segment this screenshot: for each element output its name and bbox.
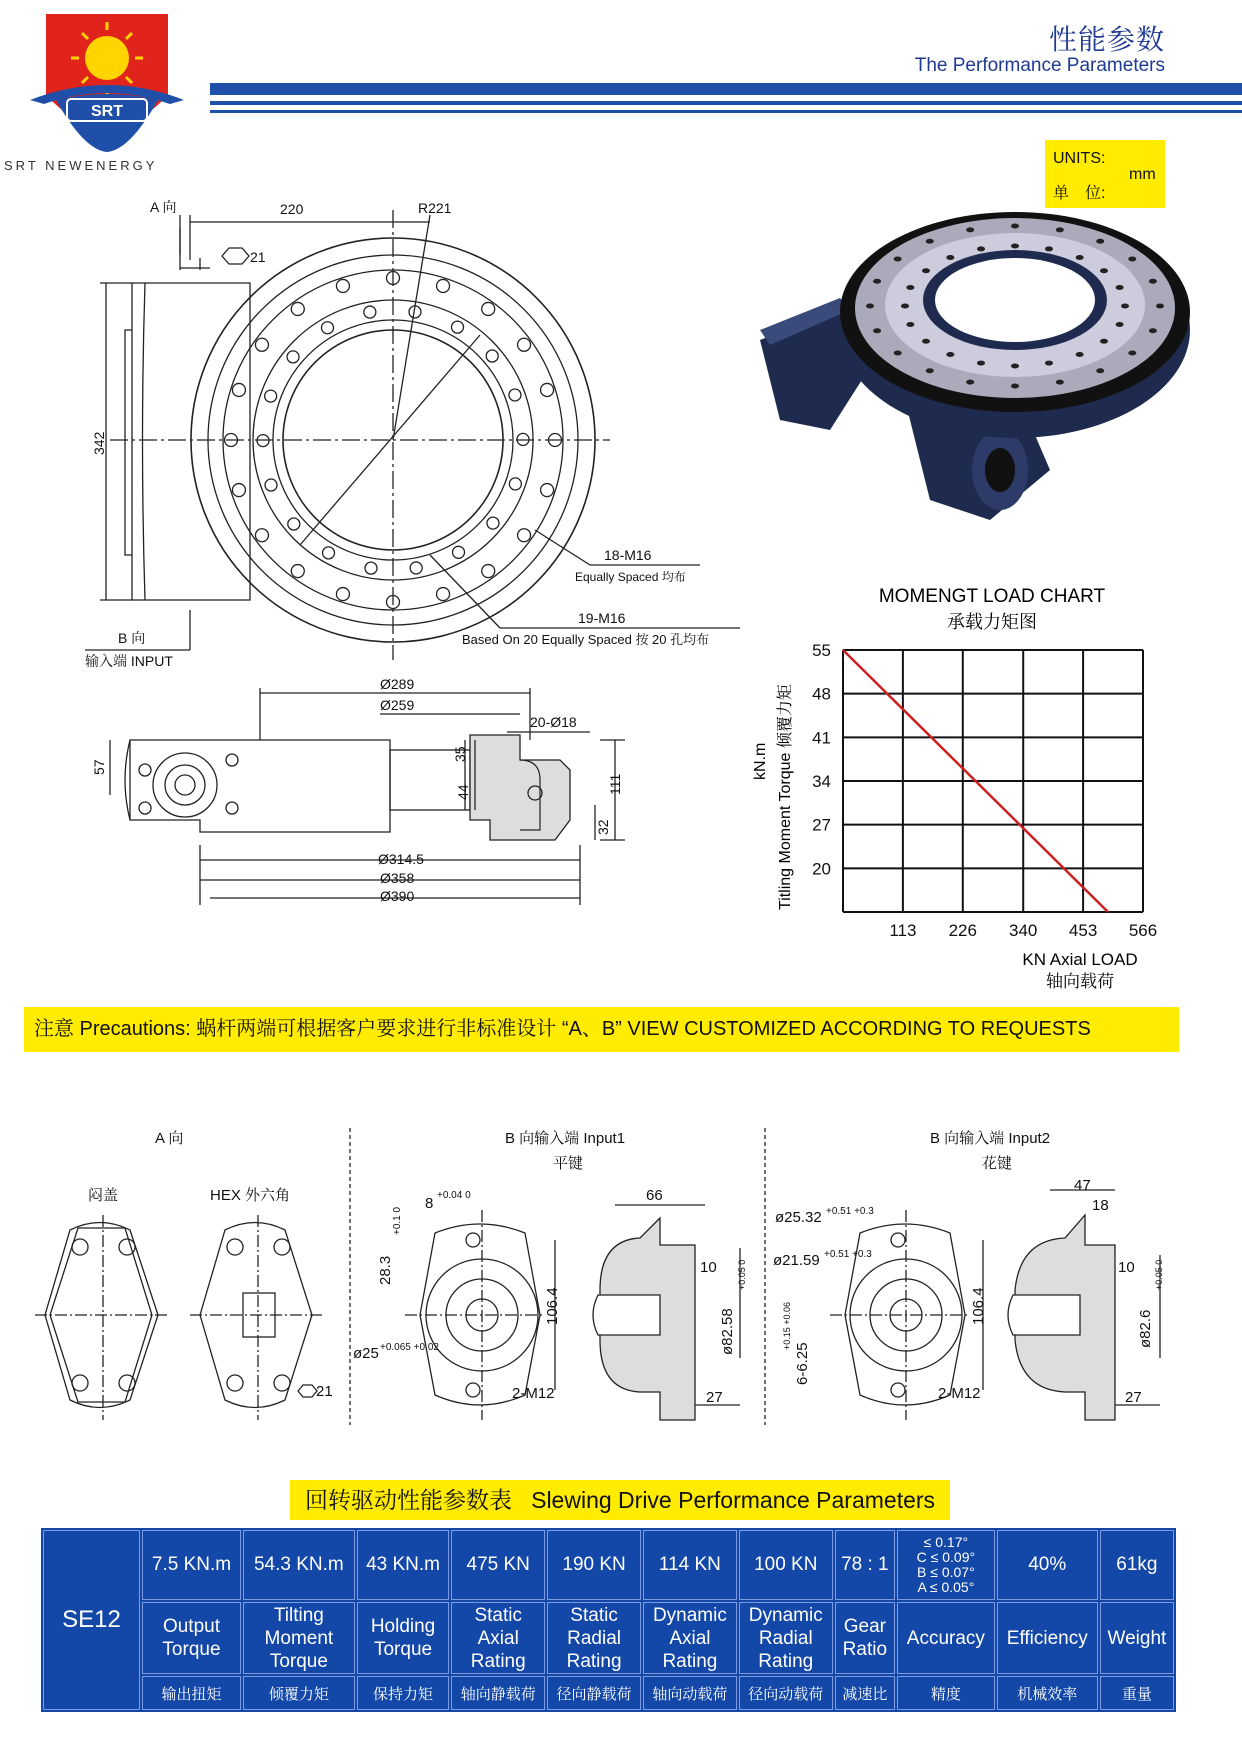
svg-text:+0.51 +0.3: +0.51 +0.3: [826, 1206, 874, 1217]
page-title-cn: 性能参数: [1048, 24, 1165, 55]
render-hole: [1156, 304, 1164, 309]
chart-subtitle: 承载力矩图: [947, 612, 1037, 632]
bolt-hole: [453, 546, 465, 558]
svg-text:Ø358: Ø358: [380, 870, 415, 886]
label-line: Rating: [470, 1650, 526, 1672]
bolt-hole: [541, 484, 554, 497]
svg-text:闷盖: 闷盖: [88, 1187, 119, 1204]
render-hole: [1076, 255, 1084, 260]
render-hole: [866, 304, 874, 309]
svg-text:Based On 20 Equally Spaced 按 2: Based On 20 Equally Spaced 按 20 孔均布: [462, 632, 710, 647]
svg-text:Equally Spaced 均布: Equally Spaced 均布: [575, 570, 686, 584]
accuracy-c: C ≤ 0.09°: [916, 1549, 976, 1565]
y-tick-label: 55: [812, 641, 831, 660]
label-line: Output: [162, 1616, 220, 1637]
y-tick-label: 27: [812, 815, 831, 835]
label-cn-cell: 重量: [1100, 1676, 1174, 1710]
render-hole: [1149, 279, 1157, 284]
label-cn-cell: 机械效率: [997, 1676, 1098, 1710]
x-tick-label: 113: [889, 921, 917, 940]
bolt-hole: [487, 517, 499, 529]
svg-text:HEX 外六角: HEX 外六角: [210, 1187, 291, 1204]
performance-table: [41, 1528, 1176, 1712]
label-line: Moment: [264, 1627, 334, 1649]
label-cn-cell: 减速比: [835, 1676, 895, 1710]
render-hole: [1116, 322, 1124, 327]
render-hole: [1045, 246, 1053, 251]
render-hole: [1100, 339, 1108, 344]
render-hole: [922, 339, 930, 344]
svg-text:+0.05 0: +0.05 0: [737, 1259, 747, 1290]
bolt-hole: [365, 562, 377, 574]
render-hole: [1056, 227, 1064, 232]
svg-text:Ø259: Ø259: [380, 697, 415, 713]
svg-text:A 向: A 向: [155, 1130, 184, 1147]
svg-text:B 向输入端 Input1: B 向输入端 Input1: [505, 1130, 626, 1147]
label-line: Weight: [1107, 1627, 1167, 1649]
label-line: Static: [474, 1604, 522, 1626]
value-static-radial: 190 KN: [547, 1530, 641, 1600]
label-line: Tilting: [273, 1604, 324, 1626]
value-tilting-moment: 54.3 KN.m: [243, 1530, 355, 1600]
svg-text:57: 57: [91, 759, 107, 775]
label-cn-cell: 径向静载荷: [547, 1676, 641, 1710]
bolt-hole: [291, 565, 304, 578]
svg-text:18-M16: 18-M16: [604, 547, 652, 563]
svg-text:6-6.25: 6-6.25: [794, 1342, 811, 1385]
bolt-hole: [451, 321, 463, 333]
label-line: Ratio: [842, 1639, 888, 1660]
label-line: Rating: [662, 1650, 718, 1672]
svg-text:27: 27: [706, 1389, 723, 1406]
value-dynamic-axial: 114 KN: [643, 1530, 737, 1600]
svg-text:ø82.6: ø82.6: [1137, 1309, 1154, 1348]
label-cn-cell: 输出扭矩: [142, 1676, 241, 1710]
svg-text:ø25.32: ø25.32: [775, 1209, 822, 1226]
detail-views: [35, 1128, 1160, 1425]
x-tick-label: 566: [1128, 921, 1158, 940]
svg-text:ø25: ø25: [353, 1345, 379, 1362]
render-hole: [966, 227, 974, 232]
label-line: Torque: [373, 1639, 433, 1660]
bolt-hole: [509, 389, 521, 401]
precautions-banner: 注意 Precautions: 蜗杆两端可根据客户要求进行非标准设计 “A、B” VIEW CUSTOMIZED ACCORDING TO REQUESTS: [24, 1007, 1179, 1052]
label-line: Torque: [162, 1639, 221, 1660]
label-cell: [897, 1602, 995, 1674]
render-hole: [977, 246, 985, 251]
label-cell: [243, 1602, 355, 1674]
label-line: Efficiency: [1006, 1627, 1088, 1649]
svg-text:Ø314.5: Ø314.5: [378, 851, 424, 867]
render-hole: [977, 361, 985, 366]
svg-text:B 向输入端 Input2: B 向输入端 Input2: [930, 1130, 1051, 1147]
label-cell: [547, 1602, 641, 1674]
svg-text:2-M12: 2-M12: [512, 1385, 555, 1402]
value-efficiency: 40%: [997, 1530, 1098, 1600]
units-value: mm: [1129, 166, 1156, 183]
label-cell: [835, 1602, 895, 1674]
render-hole: [926, 239, 934, 244]
label-line: Rating: [566, 1650, 622, 1672]
svg-text:+0.51 +0.3: +0.51 +0.3: [824, 1249, 872, 1260]
table-row-labels: [43, 1602, 1174, 1674]
chart-yunit: kN.m: [752, 742, 769, 780]
value-weight: 61kg: [1100, 1530, 1174, 1600]
label-cell: [1100, 1602, 1174, 1674]
svg-text:平键: 平键: [553, 1155, 584, 1172]
table-row-labels-cn: [43, 1676, 1174, 1710]
logo-text: SRT: [91, 103, 123, 120]
label-cell: [997, 1602, 1098, 1674]
svg-text:106.4: 106.4: [544, 1287, 561, 1325]
bolt-hole: [486, 350, 498, 362]
render-hole: [894, 256, 902, 261]
moment-load-chart: [752, 586, 1157, 991]
x-tick-label: 340: [1009, 921, 1038, 940]
bolt-hole: [265, 479, 277, 491]
company-name: SRT NEWENERGY: [4, 158, 158, 173]
svg-text:21: 21: [250, 249, 266, 265]
label-cn-cell: 精度: [897, 1676, 995, 1710]
bolt-hole: [336, 588, 349, 601]
svg-text:20-Ø18: 20-Ø18: [530, 714, 577, 730]
svg-text:18: 18: [1092, 1197, 1109, 1214]
label-cell: [142, 1602, 241, 1674]
label-line: Axial: [669, 1627, 711, 1649]
label-line: Holding: [370, 1616, 436, 1637]
bolt-hole: [291, 302, 304, 315]
svg-text:21: 21: [316, 1383, 333, 1400]
render-hole: [901, 304, 909, 309]
svg-text:19-M16: 19-M16: [578, 610, 626, 626]
render-hole: [946, 352, 954, 357]
x-tick-label: 226: [948, 921, 977, 940]
value-static-axial: 475 KN: [451, 1530, 545, 1600]
svg-text:+0.15 +0.06: +0.15 +0.06: [782, 1301, 792, 1350]
svg-text:10: 10: [700, 1259, 717, 1276]
accuracy-standard: ≤ 0.17°: [923, 1534, 969, 1550]
render-hole: [1096, 239, 1104, 244]
bolt-hole: [482, 302, 495, 315]
label-cn-cell: 轴向动载荷: [643, 1676, 737, 1710]
label-cell: [451, 1602, 545, 1674]
render-hole: [906, 285, 914, 290]
render-hole: [1116, 285, 1124, 290]
label-line: Accuracy: [906, 1627, 985, 1649]
render-hole: [873, 279, 881, 284]
label-cell: [739, 1602, 833, 1674]
srt-logo: [4, 14, 184, 173]
render-hole: [906, 322, 914, 327]
value-gear-ratio: 78 : 1: [835, 1530, 895, 1600]
svg-text:44: 44: [455, 784, 471, 800]
value-output-torque: 7.5 KN.m: [142, 1530, 241, 1600]
bolt-hole: [518, 338, 531, 351]
chart-xlabel-cn: 轴向载荷: [1046, 972, 1114, 991]
bolt-hole: [288, 518, 300, 530]
render-hole: [1128, 351, 1136, 356]
y-tick-label: 20: [812, 859, 831, 879]
label-line: Gear: [843, 1616, 886, 1637]
bolt-hole: [364, 306, 376, 318]
model-cell: SE12: [43, 1530, 140, 1710]
render-hole: [1011, 244, 1019, 249]
units-label-cn: 单 位:: [1053, 185, 1106, 202]
render-hole: [1096, 368, 1104, 373]
svg-text:66: 66: [646, 1187, 663, 1204]
render-hole: [1056, 380, 1064, 385]
table-title-cn: 回转驱动性能参数表: [304, 1487, 512, 1513]
svg-text:342: 342: [91, 431, 107, 455]
svg-text:+0.1 0: +0.1 0: [392, 1206, 403, 1235]
bolt-hole: [265, 390, 277, 402]
bolt-hole: [255, 529, 268, 542]
bolt-hole: [541, 383, 554, 396]
bolt-hole: [509, 478, 521, 490]
table-row-values: [43, 1530, 1174, 1600]
label-line: Radial: [567, 1627, 621, 1649]
render-hole: [1076, 352, 1084, 357]
bolt-hole: [518, 529, 531, 542]
accuracy-b: B ≤ 0.07°: [917, 1564, 975, 1580]
label-line: Rating: [758, 1650, 814, 1672]
render-hole: [1149, 328, 1157, 333]
table-title-en: Slewing Drive Performance Parameters: [531, 1487, 936, 1513]
svg-text:R221: R221: [418, 200, 452, 216]
bolt-hole: [482, 565, 495, 578]
svg-text:27: 27: [1125, 1389, 1142, 1406]
y-tick-label: 34: [812, 772, 831, 791]
label-line: Axial: [477, 1627, 519, 1649]
label-cell: [357, 1602, 450, 1674]
label-cn-cell: 保持力矩: [357, 1676, 450, 1710]
label-cn-cell: 倾覆力矩: [243, 1676, 355, 1710]
render-hole: [873, 328, 881, 333]
svg-text:A 向: A 向: [150, 199, 177, 215]
y-tick-label: 41: [812, 728, 831, 748]
header-bands: [210, 83, 1242, 113]
svg-text:B 向: B 向: [118, 630, 146, 646]
bolt-hole: [336, 279, 349, 292]
bolt-hole: [287, 351, 299, 363]
product-image: [760, 212, 1190, 520]
svg-text:Ø390: Ø390: [380, 888, 415, 904]
svg-text:111: 111: [607, 773, 623, 795]
svg-text:+0.065 +0.02: +0.065 +0.02: [380, 1342, 439, 1353]
render-hole: [926, 368, 934, 373]
svg-text:47: 47: [1074, 1177, 1091, 1194]
page-title-en: The Performance Parameters: [914, 55, 1165, 76]
y-tick-label: 48: [812, 684, 831, 704]
render-hole: [1128, 256, 1136, 261]
chart-ylabel: Titling Moment Torque 倾覆力矩: [777, 684, 794, 910]
label-line: Torque: [269, 1650, 328, 1672]
svg-text:Ø289: Ø289: [380, 676, 415, 692]
svg-text:ø82.58: ø82.58: [719, 1308, 736, 1355]
bolt-hole: [437, 279, 450, 292]
svg-text:2-M12: 2-M12: [938, 1385, 981, 1402]
render-hole: [946, 255, 954, 260]
bolt-hole: [410, 562, 422, 574]
top-view: [85, 210, 740, 660]
bolt-hole: [321, 322, 333, 334]
label-line: Radial: [758, 1627, 813, 1649]
render-hole: [1045, 361, 1053, 366]
render-hole: [1100, 268, 1108, 273]
value-accuracy: [897, 1530, 995, 1600]
svg-text:32: 32: [595, 819, 611, 835]
svg-text:106.4: 106.4: [970, 1287, 987, 1325]
render-hole: [966, 380, 974, 385]
render-hole: [1011, 364, 1019, 369]
label-cn-cell: 轴向静载荷: [451, 1676, 545, 1710]
svg-text:35: 35: [452, 746, 468, 762]
value-dynamic-radial: 100 KN: [739, 1530, 833, 1600]
label-cell: [643, 1602, 737, 1674]
chart-title: MOMENGT LOAD CHART: [878, 586, 1106, 607]
bolt-hole: [255, 338, 268, 351]
bolt-hole: [232, 484, 245, 497]
render-hole: [894, 351, 902, 356]
svg-text:输入端 INPUT: 输入端 INPUT: [85, 653, 173, 669]
svg-text:花键: 花键: [982, 1155, 1013, 1172]
render-hole: [1011, 224, 1019, 229]
value-holding-torque: 43 KN.m: [357, 1530, 450, 1600]
label-line: Dynamic: [748, 1604, 823, 1626]
svg-text:8: 8: [425, 1195, 434, 1212]
svg-text:+0.04 0: +0.04 0: [437, 1190, 471, 1201]
label-line: Static: [570, 1604, 618, 1626]
svg-text:10: 10: [1118, 1259, 1135, 1276]
svg-text:220: 220: [280, 201, 304, 217]
svg-text:28.3: 28.3: [377, 1255, 394, 1285]
table-title: [290, 1480, 950, 1520]
label-line: Dynamic: [652, 1604, 727, 1626]
svg-text:+0.05 0: +0.05 0: [1154, 1259, 1164, 1290]
bolt-hole: [323, 547, 335, 559]
accuracy-a: A ≤ 0.05°: [917, 1579, 975, 1595]
render-hole: [922, 268, 930, 273]
bolt-hole: [232, 383, 245, 396]
x-tick-label: 453: [1068, 921, 1098, 940]
units-box: [1045, 140, 1165, 208]
label-cn-cell: 径向动载荷: [739, 1676, 833, 1710]
render-hole: [1011, 384, 1019, 389]
units-label-en: UNITS:: [1053, 150, 1106, 167]
chart-xlabel: KN Axial LOAD: [1022, 950, 1138, 969]
svg-text:ø21.59: ø21.59: [773, 1252, 820, 1269]
bolt-hole: [437, 588, 450, 601]
render-hole: [1121, 304, 1129, 309]
